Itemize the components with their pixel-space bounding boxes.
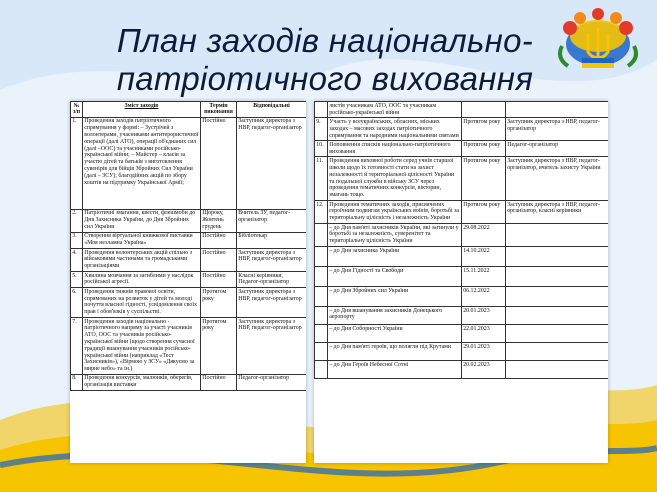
row-event: – до Дня пам'яті захисників України, які загинули у боротьбі за незалежність, суверенітет та територіальну цілісність України: [328, 223, 462, 246]
row-num: [315, 286, 328, 306]
table-row: [315, 246, 609, 266]
tryzub-wreath-icon: [548, 6, 648, 78]
row-event: Проведення заходів патріотичного спрямування у формі: – Зустрічей з волонтерами, учасниками антитерористичної операції (далі АТО), операції об'єднаних сил (далі –ООС) та учасниками російсько-української війни; – Майстер – класів за участю дітей та батьків з виготовлення сувенірів для бійців Збройних Сил України (далі – ЗСУ); благодійних акцій по збору коштів на підтримку Української Армії;: [83, 117, 201, 209]
row-num: [315, 360, 328, 378]
row-event: Проведення волонтерських акцій спільно з військовими частинами та громадськими організаціями: [83, 248, 201, 271]
row-num: 7.: [71, 317, 83, 374]
row-num: [315, 306, 328, 324]
row-resp: Заступник директора з НВР, педагог-організатор: [237, 117, 307, 209]
row-event: Проведення конкурсів, малюнків, оберегів, організація виставки: [83, 374, 201, 390]
row-event: листів учасникам АТО, ООС та учасникам російсько-української війни: [328, 102, 462, 118]
row-num: 3.: [71, 232, 83, 248]
row-resp: [506, 360, 609, 378]
row-event: – до Дня Героїв Небесної Сотні: [328, 360, 462, 378]
table-row: [315, 200, 609, 223]
row-date: 29.08.2022: [462, 223, 506, 246]
row-event: – до Дня Гідності та Свободи: [328, 266, 462, 286]
row-term: Протягом року: [201, 287, 237, 317]
row-num: 10.: [315, 141, 328, 157]
row-event: Проведення виховної роботи серед учнів старшої школи щодо їх готовності стати на захист незалежності й територіальної цілісності України та подальшої служби в війську ЗСУ через проведення тематичних конкурсів, вікторин, змагань тощо.: [328, 157, 462, 200]
row-event: Хвилина мовчання за загиблими у наслідок російської агресії.: [83, 271, 201, 287]
row-date: 14.10.2022: [462, 246, 506, 266]
row-num: 12.: [315, 200, 328, 223]
row-term: Постійно: [201, 117, 237, 209]
table-row: [315, 360, 609, 378]
document-page-right: [314, 101, 608, 463]
row-date: 20.02.2023: [462, 360, 506, 378]
row-term: Щороку, Жовтень грудень: [201, 209, 237, 232]
row-resp: [506, 246, 609, 266]
table-row: [315, 266, 609, 286]
row-event: – до Дня захисника України: [328, 246, 462, 266]
row-term: Постійно: [201, 232, 237, 248]
table-row: [315, 141, 609, 157]
row-event: Поповнення списків національно-патріотичного виховання: [328, 141, 462, 157]
table-row: [71, 271, 307, 287]
row-resp: Заступник директора з НВР, педагог-організатор: [237, 317, 307, 374]
table-row: [315, 102, 609, 118]
row-num: 5.: [71, 271, 83, 287]
document-page-left: [70, 101, 306, 463]
row-event: Проведення тижнів правової освіти, спрямованих на розвиток у дітей та молоді почуття власної гідності, усвідомлення своїх прав і обов'язків у суспільстві.: [83, 287, 201, 317]
table-row: [71, 248, 307, 271]
row-num: 8.: [71, 374, 83, 390]
row-event: Проведення заходів національно - патріотичного напряму за участі учасників АТО, ООС та учасників російсько-української війни (щодо створення сучасної традиції вшанування учасників російсько-української війни (наприклад «Тест Захисників»), «Вірмою у ЗСУ» «Дякуємо за мирне небо» та ін.): [83, 317, 201, 374]
table-row: [71, 317, 307, 374]
page-title: План заходів національно-патріотичного виховання: [116, 22, 534, 97]
row-resp: Класні керівники, Педагог-організатор: [237, 271, 307, 287]
row-term: Протягом року: [201, 317, 237, 374]
row-term: Протягом року: [462, 157, 506, 200]
table-row: [315, 324, 609, 342]
row-term: Протягом року: [462, 141, 506, 157]
row-term: Постійно: [201, 248, 237, 271]
row-event: Створення віртуальної книжкової виставки «Моя незламна Україна»: [83, 232, 201, 248]
row-num: [315, 223, 328, 246]
table-row: [71, 117, 307, 209]
row-event: Проведення тематичних заходів, присвячених героїчним подвигам українських воїнів, боротьбі за територіальну цілісність і незалежність України: [328, 200, 462, 223]
row-num: 6.: [71, 287, 83, 317]
row-term: Постійно: [201, 271, 237, 287]
row-event: – до Дня вшанування захисників Донецького аеропорту: [328, 306, 462, 324]
table-row: [315, 286, 609, 306]
row-resp: [506, 266, 609, 286]
row-resp: [506, 342, 609, 360]
row-resp: [506, 286, 609, 306]
row-term: Протягом року: [462, 118, 506, 141]
row-event: Патріотичні змагання, квести, флешмоби до Дня Захисника України, до Дня Збройних сил України: [83, 209, 201, 232]
row-date: 29.01.2023: [462, 342, 506, 360]
row-num: [315, 102, 328, 118]
row-resp: [506, 223, 609, 246]
row-term: Протягом року: [462, 200, 506, 223]
row-event: – до Дня пам'яті героїв, що полягли під Крутами: [328, 342, 462, 360]
row-num: [315, 266, 328, 286]
row-resp: Заступник директора з НВР, педагог-організатор, вчитель захисту України: [506, 157, 609, 200]
row-num: 9.: [315, 118, 328, 141]
row-term: [462, 102, 506, 118]
row-num: [315, 246, 328, 266]
row-resp: Заступник директора з НВР, педагог-організатор: [237, 248, 307, 271]
row-event: – до Дня Соборності України: [328, 324, 462, 342]
table-row: [71, 209, 307, 232]
table-row: [315, 306, 609, 324]
row-resp: [506, 102, 609, 118]
row-event: – до Дня Збройних сил України: [328, 286, 462, 306]
row-num: [315, 324, 328, 342]
table-row: [315, 157, 609, 200]
row-num: 11.: [315, 157, 328, 200]
row-num: 2.: [71, 209, 83, 232]
row-event: Участь у всеукраїнських, обласних, міських заходах – масових заходах патріотичного спрямування та народними національними святами: [328, 118, 462, 141]
row-resp: Педагог-організатор: [237, 374, 307, 390]
table-row: [71, 287, 307, 317]
header-num: № з/п: [71, 102, 83, 118]
header-term: Термін виконання: [201, 102, 237, 118]
row-num: 1.: [71, 117, 83, 209]
row-term: Постійно: [201, 374, 237, 390]
table-row: [71, 374, 307, 390]
table-row: [315, 118, 609, 141]
row-date: 15.11.2022: [462, 266, 506, 286]
row-resp: Заступник директора з НВР, педагог-організатор: [237, 287, 307, 317]
row-num: [315, 342, 328, 360]
row-resp: Вчитель ЗУ, педагог-організатор: [237, 209, 307, 232]
row-resp: [506, 324, 609, 342]
table-row: [315, 342, 609, 360]
row-resp: Заступник директора з НВР, педагог-організатор, класні керівники: [506, 200, 609, 223]
row-resp: Педагог-організатор: [506, 141, 609, 157]
plan-table-left: [70, 101, 306, 391]
header-resp: Відповідальні: [237, 102, 307, 118]
header-event: Зміст заходів: [83, 102, 201, 118]
table-row: [315, 223, 609, 246]
row-date: 20.01.2023: [462, 306, 506, 324]
row-resp: Бібліотекар: [237, 232, 307, 248]
row-date: 06.12.2022: [462, 286, 506, 306]
table-row: [71, 232, 307, 248]
row-date: 22.01.2023: [462, 324, 506, 342]
row-resp: Заступник директора з НВР, педагог-організатор: [506, 118, 609, 141]
plan-table-right: [314, 101, 608, 379]
table-header-row: [71, 102, 307, 118]
row-num: 4.: [71, 248, 83, 271]
row-resp: [506, 306, 609, 324]
